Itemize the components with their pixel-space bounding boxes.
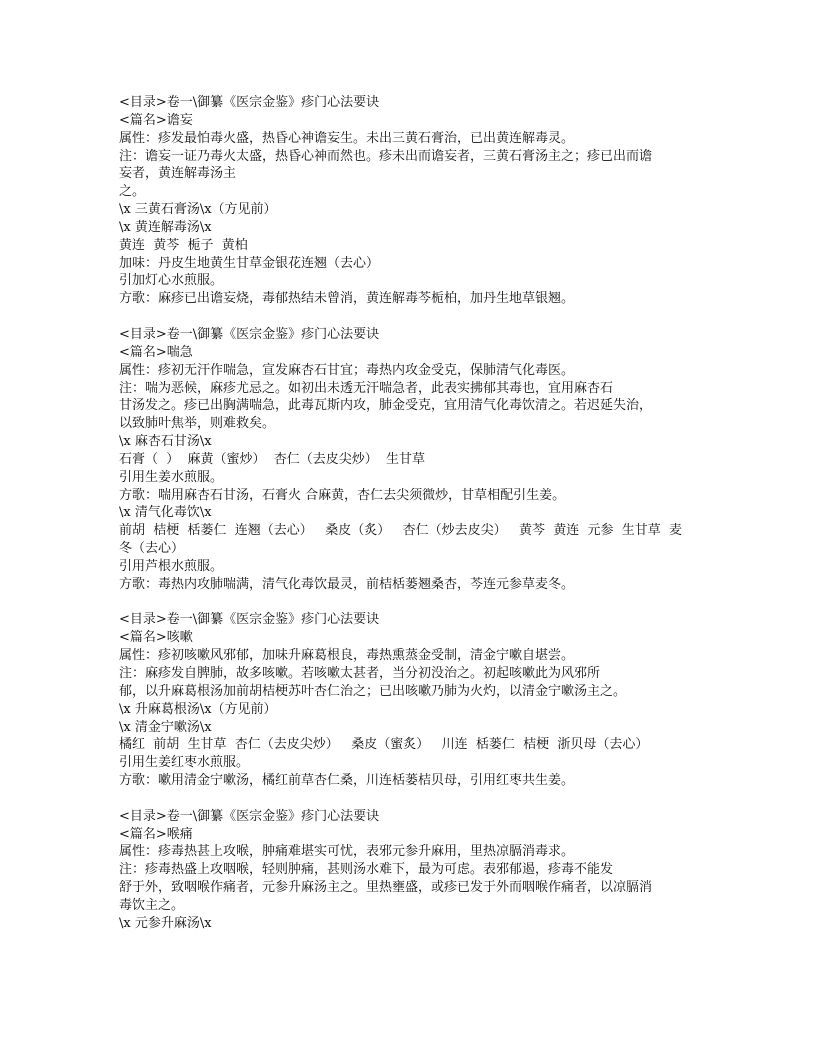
text-line: 加味：丹皮生地黄生甘草金银花连翘（去心） [119,255,380,271]
text-line: 前胡 桔梗 栝蒌仁 连翘（去心） 桑皮（炙） 杏仁（炒去皮尖） 黄芩 黄连 元参 生甘草 麦 [119,523,683,539]
section-separator [119,790,709,808]
text-line: 郁，以升麻葛根汤加前胡桔梗苏叶杏仁治之；已出咳嗽乃肺为火灼，以清金宁嗽汤主之。 [119,683,627,699]
text-line: 属性：疹毒热甚上攻喉，肿痛难堪实可忧，表邪元参升麻用，里热凉膈消毒求。 [119,844,575,860]
text-line: 黄连 黄芩 栀子 黄柏 [119,237,248,253]
text-line: \x 元参升麻汤\x [119,915,212,931]
text-line: 引加灯心水煎服。 [119,273,224,289]
text-line: 毒饮主之。 [119,897,185,913]
text-line: 注：麻疹发自脾肺，故多咳嗽。若咳嗽太甚者，当分初没治之。初起咳嗽此为风邪所 [119,666,601,681]
text-line: <篇名>喉痛 [119,826,193,842]
text-line: 方歌：嗽用清金宁嗽汤，橘红前草杏仁桑，川连栝蒌桔贝母，引用红枣共生姜。 [119,773,575,789]
text-line: 舒于外，致咽喉作痛者，元参升麻汤主之。里热壅盛，或疹已发于外而咽喉作痛者，以凉膈消 [119,880,653,896]
section-chuan-ji [119,326,709,594]
text-line: \x 清金宁嗽汤\x [119,719,212,735]
text-line: <篇名>喘急 [119,344,193,360]
text-line: <篇名>咳嗽 [119,630,193,646]
section-hou-tong [119,808,709,933]
text-line: 引用生姜水煎服。 [119,469,224,485]
text-line: \x 黄连解毒汤\x [119,219,212,235]
text-line: 以致肺叶焦举，则难救矣。 [119,416,276,432]
text-line: 方歌：喘用麻杏石甘汤，石膏火 合麻黄，杏仁去尖须微炒，甘草相配引生姜。 [119,487,566,503]
text-line: 之。 [119,184,146,200]
document-page [119,94,709,933]
section-ke-sou [119,611,709,789]
text-line: 引用生姜红枣水煎服。 [119,755,250,771]
text-line: 属性：疹发最怕毒火盛，热昏心神谵妄生。未出三黄石膏治，已出黄连解毒灵。 [119,130,575,146]
section-separator [119,594,709,612]
text-line: 方歌：麻疹已出谵妄烧，毒郁热结未曾消，黄连解毒芩栀柏，加丹生地草银翘。 [119,291,575,307]
text-line: 注：疹毒热盛上攻咽喉，轻则肿痛，甚则汤水难下，最为可虑。表邪郁遏，疹毒不能发 [119,862,614,878]
text-line: 属性：疹初咳嗽风邪郁，加味升麻葛根良，毒热熏蒸金受制，清金宁嗽自堪尝。 [119,648,575,664]
text-line: \x 三黄石膏汤\x（方见前） [119,202,277,218]
text-line: <篇名>谵妄 [119,112,193,128]
text-line: 方歌：毒热内攻肺喘满，清气化毒饮最灵，前桔栝蒌翘桑杏，芩连元参草麦冬。 [119,576,575,592]
text-line: 橘红 前胡 生甘草 杏仁（去皮尖炒） 桑皮（蜜炙） 川连 栝蒌仁 桔梗 浙贝母（去心） [119,737,649,753]
text-line: 引用芦根水煎服。 [119,558,224,574]
text-line: 冬（去心） [119,541,185,557]
text-line: \x 升麻葛根汤\x（方见前） [119,701,277,717]
text-line: 妄者，黄连解毒汤主 [119,166,237,182]
text-line: 注：谵妄一证乃毒火太盛，热昏心神而然也。疹未出而谵妄者，三黄石膏汤主之；疹已出而谵 [119,148,653,164]
text-line: 甘汤发之。疹已出胸满喘急，此毒瓦斯内攻，肺金受克，宜用清气化毒饮清之。若迟延失治， [119,398,653,414]
text-line: 属性：疹初无汗作喘急，宣发麻杏石甘宜；毒热内攻金受克，保肺清气化毒医。 [119,362,575,378]
text-line: 石膏（ ） 麻黄（蜜炒） 杏仁（去皮尖炒） 生甘草 [119,451,426,467]
text-line: <目录>卷一\御纂《医宗金鉴》疹门心法要诀 [119,612,380,628]
text-line: \x 麻杏石甘汤\x [119,434,212,450]
text-line: 注：喘为恶候，麻疹尤忌之。如初出未透无汗喘急者，此表实拂郁其毒也，宜用麻杏石 [119,380,614,396]
text-line: <目录>卷一\御纂《医宗金鉴》疹门心法要诀 [119,808,380,824]
text-line: \x 清气化毒饮\x [119,505,212,521]
section-separator [119,308,709,326]
text-line: <目录>卷一\御纂《医宗金鉴》疹门心法要诀 [119,95,380,110]
section-zhan-wang [119,94,709,308]
text-line: <目录>卷一\御纂《医宗金鉴》疹门心法要诀 [119,326,380,342]
